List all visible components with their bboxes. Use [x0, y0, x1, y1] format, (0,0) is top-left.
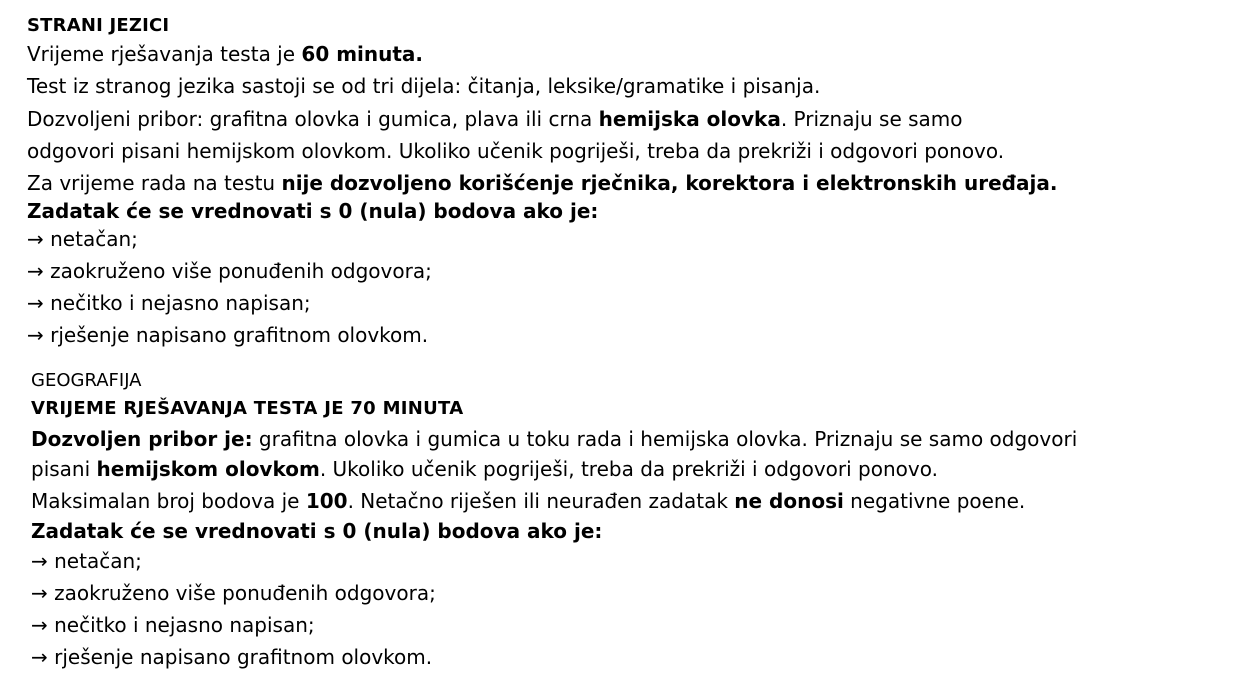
strani-jezici-zabrana [27, 171, 1057, 195]
list-item: → zaokruženo više ponuđenih odgovora; [31, 581, 436, 605]
pribor-bold: Dozvoljen pribor je: [31, 427, 253, 451]
strani-jezici-pribor [27, 107, 963, 131]
geografija-pribor [31, 427, 1077, 451]
pribor-text: grafitna olovka i gumica u toku rada i hemijska olovka. Priznaju se samo odgovori [252, 427, 1078, 451]
geografija-time: VRIJEME RJEŠAVANJA TESTA JE 70 MINUTA [31, 398, 464, 419]
strani-jezici-zero-points: Zadatak će se vrednovati s 0 (nula) bodova ako je: [27, 199, 599, 223]
list-item: → rješenje napisano grafitnom olovkom. [27, 323, 429, 347]
strani-jezici-structure: Test iz stranog jezika sastoji se od tri dijela: čitanja, leksike/gramatike i pisanja. [27, 74, 821, 98]
zabrana-bold: nije dozvoljeno korišćenje rječnika, korektora i elektronskih uređaja. [281, 171, 1058, 195]
pribor-bold: hemijska olovka [598, 107, 781, 131]
list-item: → netačan; [27, 227, 138, 251]
pribor-cont-text-end: . Ukoliko učenik pogriješi, treba da prekriži i odgovori ponovo. [319, 457, 938, 481]
list-item: → nečitko i nejasno napisan; [31, 613, 315, 637]
bodovi-bold-ne-donosi: ne donosi [734, 489, 844, 513]
pribor-text: Dozvoljeni pribor: grafitna olovka i gumica, plava ili crna [27, 107, 599, 131]
list-item: → rješenje napisano grafitnom olovkom. [31, 645, 433, 669]
bodovi-text-mid: . Netačno riješen ili neurađen zadatak [347, 489, 735, 513]
strani-jezici-time [27, 42, 423, 66]
geografija-zero-points: Zadatak će se vrednovati s 0 (nula) bodova ako je: [31, 519, 603, 543]
list-item: → nečitko i nejasno napisan; [27, 291, 311, 315]
bodovi-text: Maksimalan broj bodova je [31, 489, 306, 513]
geografija-pribor-cont [31, 457, 938, 481]
bodovi-text-end: negativne poene. [843, 489, 1026, 513]
pribor-cont-bold: hemijskom olovkom [96, 457, 320, 481]
time-text: Vrijeme rješavanja testa je [27, 42, 302, 66]
list-item: → zaokruženo više ponuđenih odgovora; [27, 259, 432, 283]
pribor-cont-text: pisani [31, 457, 97, 481]
section-title-geografija: GEOGRAFIJA [31, 370, 142, 391]
bodovi-bold-number: 100 [305, 489, 348, 513]
geografija-bodovi [31, 489, 1025, 513]
list-item: → netačan; [31, 549, 142, 573]
time-bold: 60 minuta. [301, 42, 424, 66]
strani-jezici-pribor-cont: odgovori pisani hemijskom olovkom. Ukoliko učenik pogriješi, treba da prekriži i odgovori ponovo. [27, 139, 1005, 163]
zabrana-text: Za vrijeme rada na testu [27, 171, 282, 195]
pribor-text-end: . Priznaju se samo [780, 107, 963, 131]
section-title-strani-jezici: STRANI JEZICI [27, 15, 170, 36]
